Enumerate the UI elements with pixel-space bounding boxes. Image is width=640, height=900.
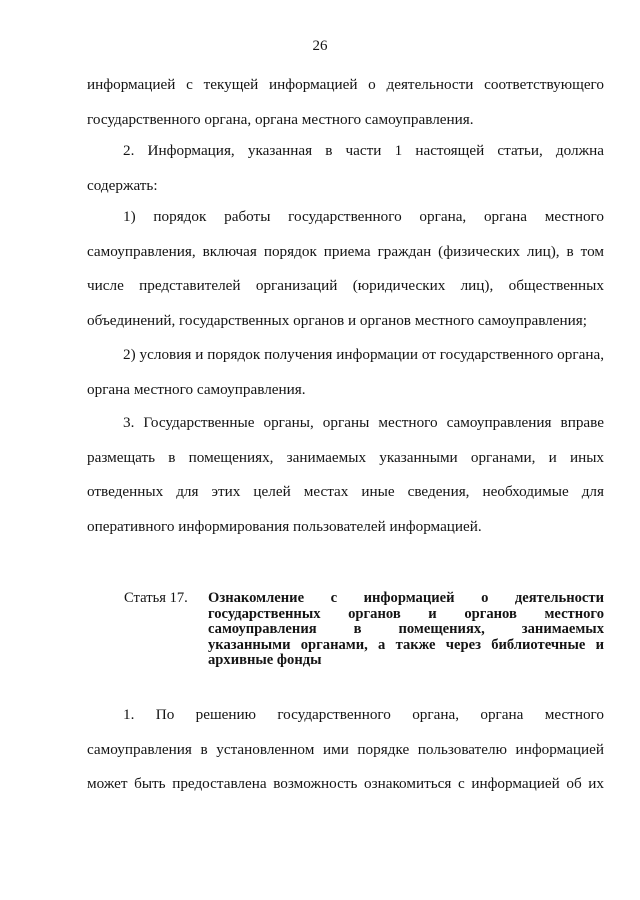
list-item-2 (87, 338, 604, 407)
article-title-line: указанными органами, а также через библиотечные и (208, 636, 604, 653)
text-line: содержать: (87, 176, 158, 194)
text-line: самоуправления, включая порядок приема граждан (физических лиц), в том (87, 242, 604, 260)
text-line: информацией с текущей информацией о деятельности соответствующего (87, 76, 604, 93)
text-line: государственного органа, органа местного самоуправления. (87, 110, 474, 128)
text-line: 2. Информация, указанная в части 1 настоящей статьи, должна (123, 142, 604, 159)
page-number: 26 (312, 38, 328, 54)
list-item-1 (87, 200, 604, 338)
article-title-line: архивные фонды (208, 652, 322, 668)
text-line: 2) условия и порядок получения информации от государственного органа, (123, 346, 604, 363)
article-title-line: самоуправления в помещениях, занимаемых (208, 621, 604, 637)
article-title-line: Ознакомление с информацией о деятельности (208, 590, 604, 606)
text-line: 1. По решению государственного органа, органа местного (123, 706, 604, 723)
paragraph-item-2 (87, 134, 604, 203)
text-line: отведенных для этих целей местах иные сведения, необходимые для (87, 483, 604, 501)
text-line: числе представителей организаций (юридических лиц), общественных (87, 277, 604, 295)
article-title-line: государственных органов и органов местного (208, 605, 604, 622)
text-line: органа местного самоуправления. (87, 380, 306, 398)
text-line: 3. Государственные органы, органы местного самоуправления вправе (123, 414, 604, 431)
text-line: размещать в помещениях, занимаемых указанными органами, и иных (87, 448, 604, 466)
text-line: 1) порядок работы государственного органа, органа местного (123, 208, 604, 225)
text-line: объединений, государственных органов и органов местного самоуправления; (87, 311, 587, 329)
text-line: оперативного информирования пользователей информацией. (87, 517, 482, 535)
article-title (208, 591, 604, 669)
paragraph-continuation (87, 68, 604, 137)
article-paragraph-1 (87, 698, 604, 802)
article-label: Статья 17. (124, 590, 188, 606)
text-line: может быть предоставлена возможность ознакомиться с информацией об их (87, 775, 604, 793)
paragraph-item-3 (87, 406, 604, 544)
text-line: самоуправления в установленном ими порядке пользователю информацией (87, 740, 604, 758)
